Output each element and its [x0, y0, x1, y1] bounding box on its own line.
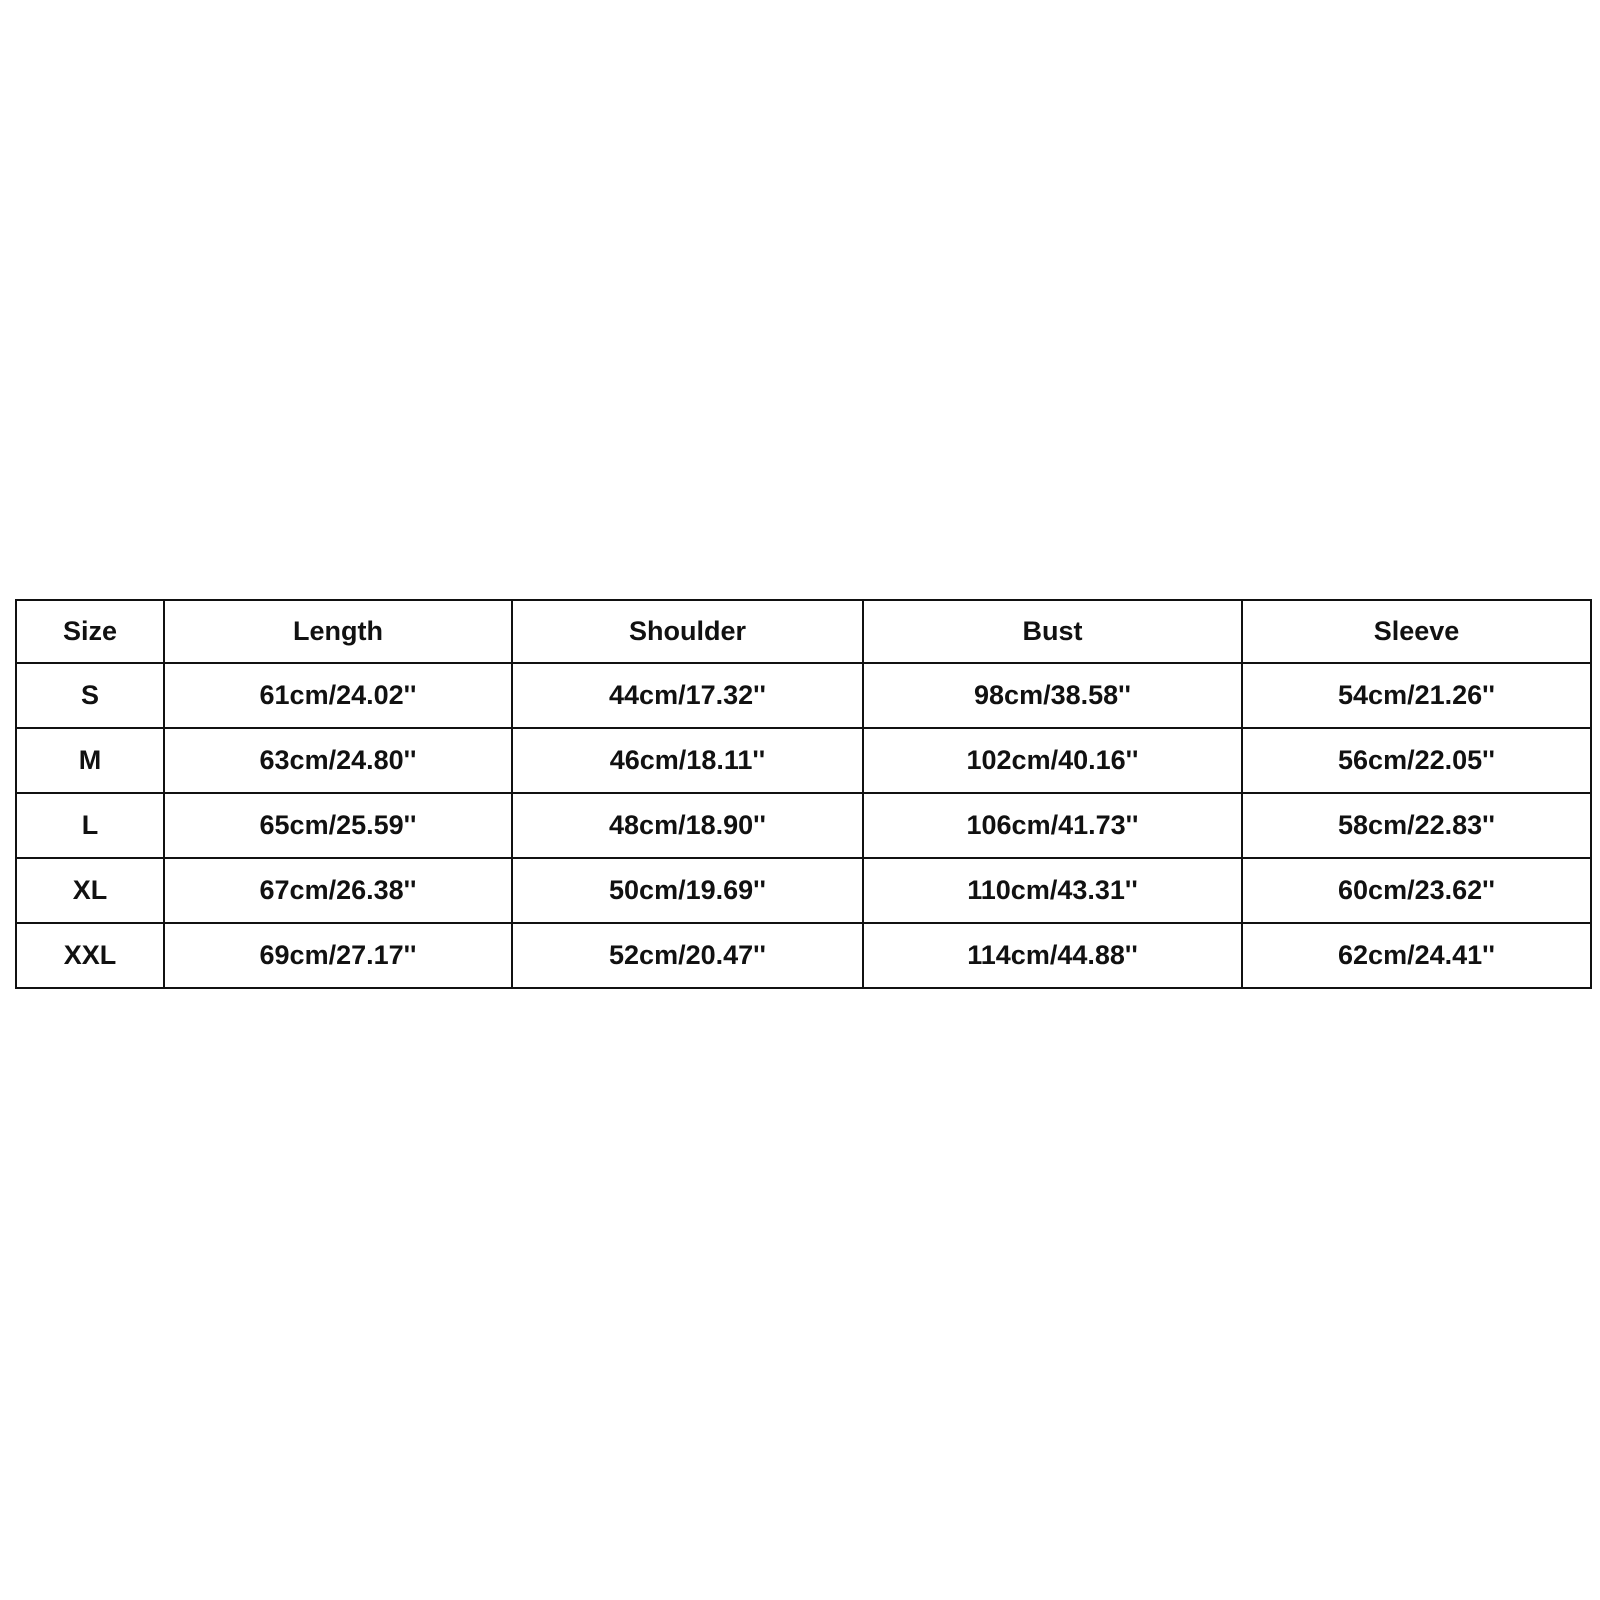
length-cell: 65cm/25.59'' — [164, 793, 512, 858]
size-cell: XL — [16, 858, 164, 923]
sleeve-cell: 54cm/21.26'' — [1242, 663, 1591, 728]
sleeve-cell: 62cm/24.41'' — [1242, 923, 1591, 988]
size-cell: S — [16, 663, 164, 728]
sleeve-cell: 58cm/22.83'' — [1242, 793, 1591, 858]
length-cell: 67cm/26.38'' — [164, 858, 512, 923]
bust-cell: 98cm/38.58'' — [863, 663, 1242, 728]
bust-cell: 106cm/41.73'' — [863, 793, 1242, 858]
length-cell: 61cm/24.02'' — [164, 663, 512, 728]
length-cell: 63cm/24.80'' — [164, 728, 512, 793]
header-sleeve: Sleeve — [1242, 600, 1591, 663]
table-row — [16, 663, 1591, 728]
size-cell: M — [16, 728, 164, 793]
shoulder-cell: 52cm/20.47'' — [512, 923, 863, 988]
size-chart-table — [15, 599, 1592, 989]
shoulder-cell: 46cm/18.11'' — [512, 728, 863, 793]
sleeve-cell: 56cm/22.05'' — [1242, 728, 1591, 793]
header-bust: Bust — [863, 600, 1242, 663]
header-length: Length — [164, 600, 512, 663]
size-cell: XXL — [16, 923, 164, 988]
table-header-row — [16, 600, 1591, 663]
table-row — [16, 728, 1591, 793]
header-size: Size — [16, 600, 164, 663]
shoulder-cell: 48cm/18.90'' — [512, 793, 863, 858]
sleeve-cell: 60cm/23.62'' — [1242, 858, 1591, 923]
bust-cell: 114cm/44.88'' — [863, 923, 1242, 988]
header-shoulder: Shoulder — [512, 600, 863, 663]
bust-cell: 110cm/43.31'' — [863, 858, 1242, 923]
table-row — [16, 923, 1591, 988]
shoulder-cell: 44cm/17.32'' — [512, 663, 863, 728]
length-cell: 69cm/27.17'' — [164, 923, 512, 988]
table-row — [16, 858, 1591, 923]
shoulder-cell: 50cm/19.69'' — [512, 858, 863, 923]
table-row — [16, 793, 1591, 858]
bust-cell: 102cm/40.16'' — [863, 728, 1242, 793]
size-cell: L — [16, 793, 164, 858]
